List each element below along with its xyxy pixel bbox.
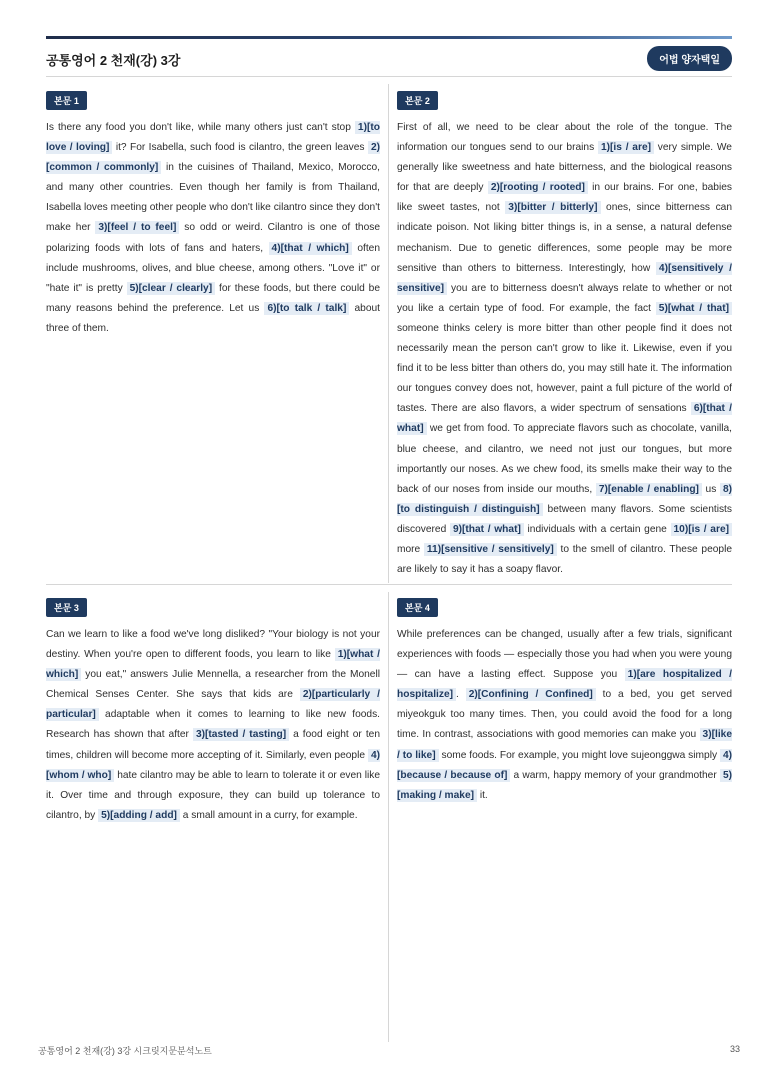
header-divider [46,76,732,77]
choice-blank: 2)[common / commonly] [46,142,380,174]
choice-blank: 10)[is / are] [671,523,732,536]
passage-tag: 본문 3 [46,598,87,617]
text-segment: in the cuisines of Thailand, Mexico, Morocco, and many other countries. Even though her family is from Thailand, Isabella loves meeting other people who don't like cilantro since they don't make her [46,162,380,234]
text-segment: you are to bitterness doesn't always relate to whether or not you like a certain type of food. For example, the fact [397,282,732,314]
text-segment: in our brains. For one, babies like sweet tastes, not [397,182,732,214]
text-segment: so odd or weird. Cilantro is one of those polarizing foods with lots of fans and haters, [46,222,381,254]
text-segment: a warm, happy memory of your grandmother [510,769,720,781]
top-accent-bar [46,36,732,39]
choice-blank: 11)[sensitive / sensitively] [424,543,557,556]
text-segment: between many flavors. Some scientists discovered [397,503,732,535]
passage-text [46,625,380,826]
choice-blank: 2)[Confining / Confined] [466,688,596,701]
passage-text [397,118,732,580]
choice-blank: 1)[is / are] [598,141,654,154]
choice-blank: 8)[to distinguish / distinguish] [397,483,733,515]
passage-3 [46,598,380,826]
passage-2 [397,91,732,580]
column-divider-top [388,84,389,583]
page-number: 33 [729,1044,740,1054]
passage-text [46,118,380,339]
choice-blank: 6)[to talk / talk] [264,302,349,315]
page-title: 공통영어 2 천재(강) 3강 [46,53,181,68]
text-segment: individuals with a certain gene [523,523,671,535]
text-segment: a small amount in a curry, for example. [179,809,358,821]
page-header [46,48,732,72]
text-segment: it. [477,789,488,801]
choice-blank: 4)[sensitively / sensitive] [397,262,732,294]
text-segment: we get from food. To appreciate flavors such as chocolate, vanilla, blue cheese, and cilantro, we need not just our tongues, but more importantly our noses. As we chew food, its smells make their way to the back of our noses from inside our mouths, [397,423,732,495]
choice-blank: 3)[tasted / tasting] [193,728,289,741]
text-segment: often include mushrooms, olives, and blue cheese, among others. "Love it" or "hate it" is pretty [46,242,380,294]
passage-1 [46,91,380,339]
text-segment: Can we learn to like a food we've long disliked? "Your biology is not your destiny. When you're open to different foods, you learn to like [46,629,380,661]
choice-blank: 5)[making / make] [397,769,732,801]
passage-tag: 본문 1 [46,91,87,110]
passage-4 [397,598,732,806]
passage-tag: 본문 2 [397,91,438,110]
choice-blank: 4)[because / because of] [397,749,732,781]
category-badge: 어법 양자택일 [647,46,732,71]
text-segment: some foods. For example, you might love sujeonggwa simply [438,749,720,761]
choice-blank: 5)[what / that] [656,302,732,315]
text-segment: Is there any food you don't like, while many others just can't stop [46,122,355,133]
text-segment: more [397,543,424,555]
text-segment: you eat," answers Julie Mennella, a researcher from the Monell Chemical Senses Center. She says that kids are [46,669,380,701]
choice-blank: 2)[rooting / rooted] [488,181,588,194]
choice-blank: 2)[particularly / particular] [46,689,380,721]
choice-blank: 1)[to love / loving] [46,122,380,154]
text-segment: hate cilantro may be able to learn to tolerate it or even like it. Over time and through exposure, they can build up tolerance to cilantro, by [46,769,380,821]
text-segment: very simple. We generally like sweetness and hate bitterness, and the biological reasons for that are deeply [397,142,732,194]
text-segment: adaptable when it comes to learning to like new foods. Research has shown that after [46,709,380,741]
choice-blank: 4)[whom / who] [46,749,380,781]
text-segment: about three of them. [46,302,380,334]
choice-blank: 3)[feel / to feel] [95,221,179,234]
choice-blank: 5)[clear / clearly] [127,282,216,295]
passage-tag: 본문 4 [397,598,438,617]
passage-text [397,625,732,806]
choice-blank: 5)[adding / add] [98,809,180,822]
text-segment: . [456,689,466,701]
column-divider-bottom [388,592,389,1042]
text-segment: ones, since bitterness can indicate poison. Not liking bitter things is, in a sense, a natural defense mechanism. Due to genetic differences, some people may be more sensitive than others to bitterness. Interestingly, how [397,202,732,274]
choice-blank: 4)[that / which] [269,242,352,255]
choice-blank: 9)[that / what] [450,523,524,536]
text-segment: First of all, we need to be clear about the role of the tongue. The information our tongues send to our brains [397,122,732,154]
text-segment: for these foods, but there could be many reasons behind the preference. Let us [46,282,380,314]
text-segment: While preferences can be changed, usually after a few trials, significant experiences with foods — especially those you had when you were young — can have a lasting effect. Suppose you [397,629,732,681]
choice-blank: 3)[like / to like] [397,729,732,761]
choice-blank: 1)[are hospitalized / hospitalize] [397,669,733,701]
text-segment: to a bed, you get served miyeokguk too many times. Then, you could avoid the food for a long time. In contrast, associations with good memories can make you [397,689,732,741]
choice-blank: 7)[enable / enabling] [596,483,702,496]
row-divider [46,584,732,585]
text-segment: to the smell of cilantro. These people are likely to say it has a soapy flavor. [397,543,733,576]
text-segment: someone thinks celery is more bitter than other people find it does not necessarily mean the person can't grow to like it. Likewise, even if you find it to be less bitter than others do, you may still hate it. The information our tongues convey does not, however, paint a full picture of the world of tastes. There are also flavors, a wider spectrum of sensations [397,322,732,415]
footer-title: 공통영어 2 천재(강) 3강 시크릿지문분석노트 [38,1046,212,1056]
choice-blank: 1)[what / which] [46,649,380,681]
text-segment: it? For Isabella, such food is cilantro, the green leaves [112,142,368,154]
text-segment: a food eight or ten times, children will become more accepting of it. Similarly, even people [46,729,381,761]
choice-blank: 3)[bitter / bitterly] [505,201,600,214]
text-segment: us [701,483,720,495]
choice-blank: 6)[that / what] [397,403,732,435]
